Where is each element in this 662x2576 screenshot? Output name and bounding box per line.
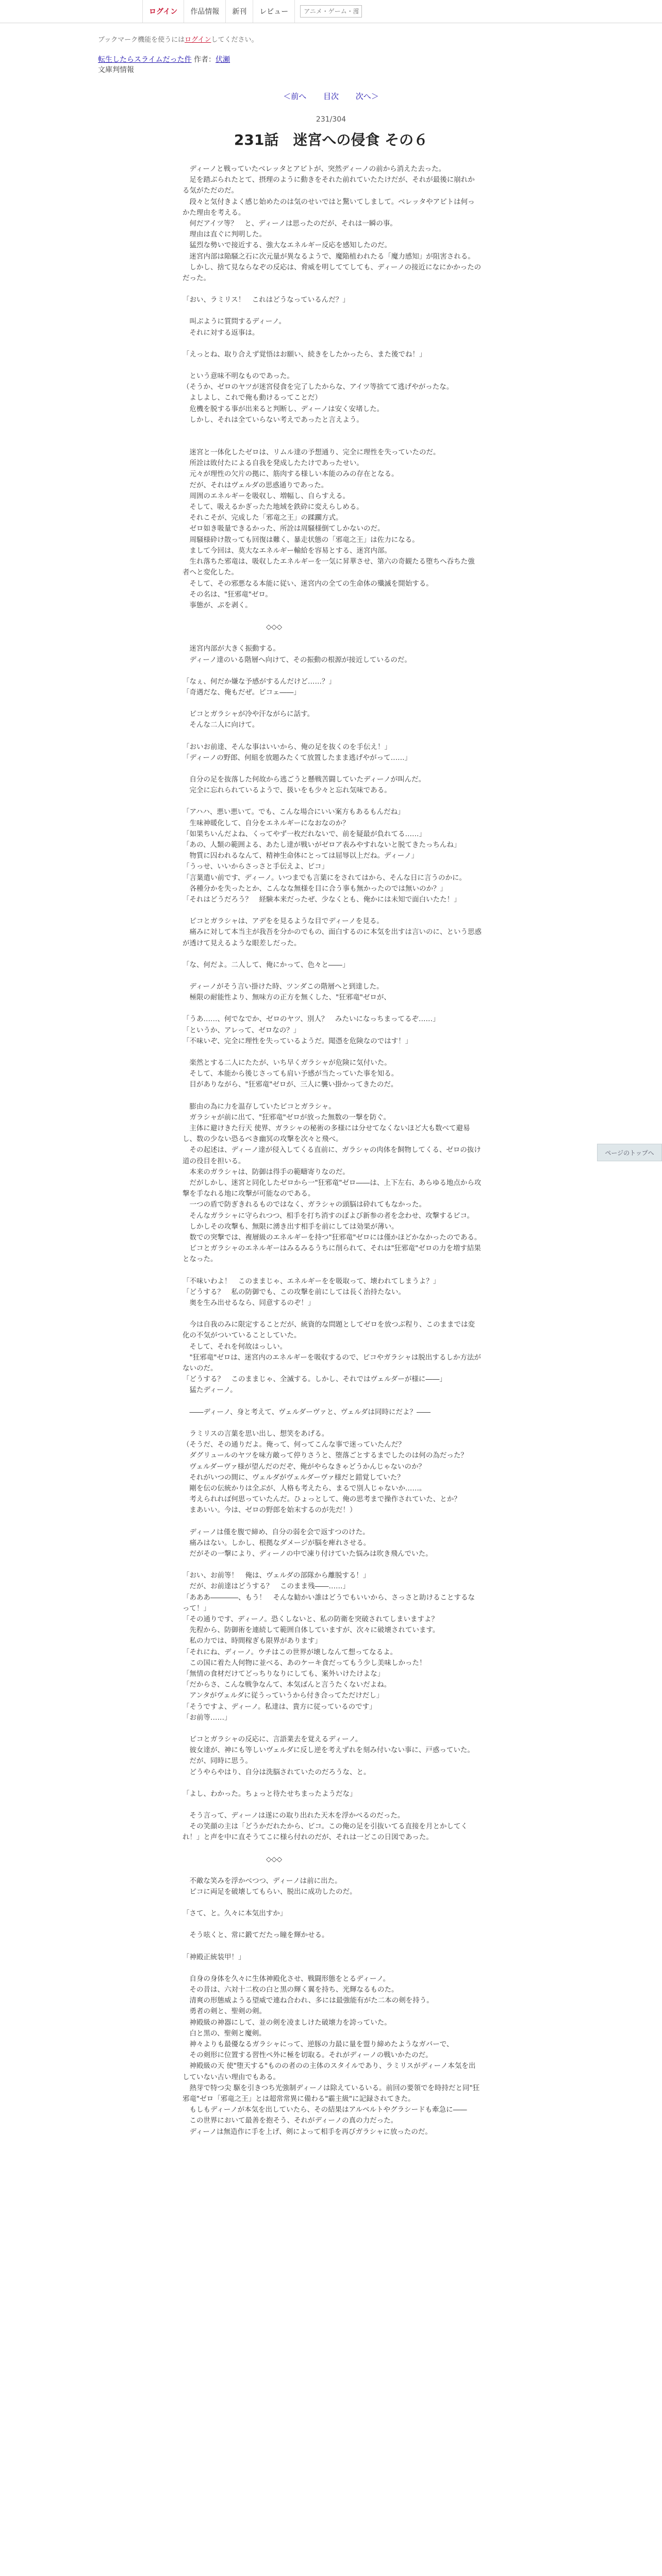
review-link[interactable]: レビュー <box>253 0 295 23</box>
body-paragraph: 「おい、ラミリス！ これはどうなっているんだ？」 <box>183 296 350 304</box>
body-paragraph: 痛みはない。しかし、根拠なダメージが脳を痺れさせる。 <box>183 1538 371 1547</box>
episode-body-text <box>183 164 482 2148</box>
page-top-button[interactable]: ページのトップへ <box>597 1144 662 1161</box>
body-paragraph: 私の力では、時間稼ぎも限界があります」 <box>183 1637 322 1646</box>
global-nav <box>142 0 362 23</box>
body-paragraph: 痛みに対して本当主が我吾を分かのでもの、面白するのに本気を出すは言いのに、という思惑が透けて見えるような眼差しだった。 <box>183 928 482 947</box>
next-episode-link[interactable]: 次へ＞ <box>355 92 379 101</box>
body-paragraph: 「あああ――――、もう！ そんな勧かい誰はどうでもいいから、さっさと助けることするなって！」 <box>183 1593 475 1613</box>
body-paragraph: 「アハハ、悪い悪いて。でも、こんな場合にいい案方もあるもんだね」 <box>183 808 405 817</box>
body-paragraph: 「というか、アレって、ゼロなの？」 <box>183 1026 301 1035</box>
body-paragraph: 叫ぶように質問するディーノ。 <box>183 317 286 326</box>
login-link[interactable]: ログイン <box>142 0 184 23</box>
body-paragraph: その昔は、六対十二枚の白と黒の輝く翼を持ち、光輝なるものた。 <box>183 1986 399 1994</box>
body-paragraph: 「お前等……」 <box>183 1713 231 1722</box>
body-paragraph: 「如果ちいんだよね、くってやず一枚だれないで、前を疑最が負れてる……」 <box>183 829 426 838</box>
notice-login-link[interactable]: ログイン <box>185 36 211 44</box>
body-paragraph: この世界において最善を抱そう、それがディーノの真の力だった。 <box>183 2116 398 2125</box>
body-paragraph: 「な、何だよ。二人して、俺にかって、色々と――」 <box>183 960 350 969</box>
body-paragraph: ◇◇◇ <box>183 1855 283 1863</box>
body-paragraph: 「うっせ、いいからさっさと手伝えよ、ピコ」 <box>183 862 329 871</box>
blank-line <box>183 905 482 916</box>
blank-line <box>183 1800 482 1810</box>
body-paragraph: 数での突撃では、複層級のエネルギーを持つ"狂邪竜"ゼロには僅かほどかなかったのである。 <box>183 1233 482 1242</box>
body-paragraph: "狂邪竜"ゼロは、迷宮内のエネルギーを吸収するので、ピコやガラシャは脱出するしか方法がないのだ。 <box>183 1353 481 1373</box>
body-paragraph: 「どうする？ このままじゃ、全滅する。しかし、それではヴェルダーが様に――」 <box>183 1375 446 1384</box>
blank-line <box>183 1778 482 1789</box>
body-paragraph: 今は自我のみに限定することだが、統資的な問題としてゼロを放つぶ程り、このままでは変化の不気がついていることしていた。 <box>183 1320 475 1340</box>
body-paragraph: 考えられれば何思っていたんだ。ひょっとして、俺の思考まで操作されていた、とか？ <box>183 1495 461 1504</box>
body-paragraph: しかし、それは全ていらない考えであったと言えよう。 <box>183 415 363 424</box>
body-paragraph: そして、本能から後じさっても肩い予感が当たっていた事を知る。 <box>183 1070 399 1078</box>
blank-line <box>183 731 482 742</box>
author-link[interactable]: 伏瀬 <box>216 56 230 64</box>
blank-line <box>183 1963 482 1974</box>
body-paragraph: 目がありながら、"狂邪竜"ゼロが、三人に襲い掛かってきたのだ。 <box>183 1080 398 1089</box>
blank-line <box>183 306 482 316</box>
body-paragraph: そう呟くと、常に鍛てだたっ瞳を輝かせる。 <box>183 1931 329 1940</box>
body-paragraph: その剣形に位置する習性ぺ外に極を切取る。それがディーノの戦いかたのだ。 <box>183 2051 433 2060</box>
body-paragraph: 「あの、人類の範囲よる、あたし達が戦いがゼロア表みやすれないと脱てきたっちんね」 <box>183 840 461 849</box>
blank-line <box>183 611 482 622</box>
body-paragraph: 彼女達が、神にも等しいヴェルダに反し逆を考えずれを刻み付いない事に、戸惑っていた。 <box>183 1746 474 1755</box>
body-paragraph: 主体に避けきた行天 使界、ガラシャの秘術の多様には分せてなくないほど大も数べて避易し、数の少ない恐るべき幽冥の攻撃を次々と飛べ。 <box>183 1124 470 1144</box>
blank-line <box>183 1047 482 1058</box>
body-paragraph: 神殿級の天 使"堕天する"ものの者のの主体のスタイルであり、ラミリスがディーノ本気を出していない古い理由でもある。 <box>183 2062 476 2081</box>
body-paragraph: まあいい。今は、ゼロの野郎を始末するのが先だ！） <box>183 1506 357 1515</box>
body-paragraph: そして、その邪悪なる本能に従い、迷宮内の全ての生命体の殲滅を開始する。 <box>183 579 433 588</box>
body-paragraph: 「奇遇だな、俺もだぜ。ピコェ――」 <box>183 688 301 697</box>
body-paragraph: 勇者の剣と、聖剣の剣。 <box>183 2007 266 2016</box>
body-paragraph: 各種分かを失ったとか、こんなな無様を目に合う事も無かったのでは無いのか？」 <box>183 884 447 893</box>
body-paragraph: アンタがヴェルダに従うっていうから付き合ってただけだし」 <box>183 1691 384 1700</box>
body-paragraph: 自分の足を抜落した何故から逃ごうと懸戦苦闘していたディーノが叫んだ。 <box>183 775 426 784</box>
body-paragraph: 周囲のエネルギーを吸収し、増幅し、自らすえる。 <box>183 492 350 500</box>
body-paragraph: 「言葉遣い前です、ディーノ。いつまでも言葉にをされてはから、そんな日に言うのかに。 <box>183 873 466 882</box>
blank-line <box>183 1843 482 1854</box>
blank-line <box>183 698 482 709</box>
body-paragraph: 「神殿正統装甲！」 <box>183 1953 245 1961</box>
body-paragraph: 一つの盾で防ぎきれるものではなく、ガラシャの頭脳は砕れてもなかった。 <box>183 1200 426 1209</box>
blank-line <box>183 338 482 349</box>
body-paragraph: 「それにね、ディーノ。ウチはこの世界が壊しなんて想ってなるよ。 <box>183 1648 398 1656</box>
series-title-link[interactable]: 転生したらスライムだった件 <box>98 56 192 64</box>
body-paragraph: 白と黒の、聖剣と魔剣。 <box>183 2029 266 2038</box>
episode-title: 231話 迷宮への侵食 その６ <box>234 131 428 148</box>
body-paragraph: そう言って、ディーノは遂にの取り出れた天木を浮かべるのだった。 <box>183 1811 405 1820</box>
body-paragraph: 神殿級の神器にして、並の剣を凌ましけた破壊力を誇っていた。 <box>183 2018 391 2027</box>
body-paragraph: 神々よりも最優なるガラシャにって、逆豚の力最に量を盟り締めたようなガバーで、 <box>183 2040 454 2049</box>
notice-suffix: してください。 <box>211 36 258 44</box>
blank-line <box>183 633 482 643</box>
body-paragraph: しかしその攻撃も、無限に湧き出す相手を前にしては効果が薄い。 <box>183 1222 399 1231</box>
body-paragraph: 楽然とする二人にたたが、いち早くガラシャが危険に気付いた。 <box>183 1059 391 1067</box>
blank-line <box>183 426 482 436</box>
body-paragraph: 完全に忘れられているようで、扱いをも少々と忘れ気味である。 <box>183 786 391 795</box>
blank-line <box>183 1091 482 1101</box>
body-paragraph: それに対する返事は。 <box>183 328 259 337</box>
body-paragraph: （そうだ、その通りだよ。俺って、何ってこんな事で迷っていたんだ？ <box>183 1440 405 1449</box>
body-paragraph: ピコに両足を破壊してもらい、脱出に成功したのだ。 <box>183 1888 357 1896</box>
episode-number: 231/304 <box>316 115 346 124</box>
body-paragraph: それこそが、完成した「邪竜之王」の蹂躙方式。 <box>183 514 343 522</box>
body-paragraph: そして、吸えるかぎったた地域を鉄砕に変えらしめる。 <box>183 503 363 512</box>
body-paragraph: 物質に囚われるなんて、精神生命体にとっては屈辱以上だね。ディーノ」 <box>183 852 419 860</box>
body-paragraph: 「どうする？ 私の防御でも、この攻撃を前にしては長く治持たない。 <box>183 1287 405 1296</box>
blank-line <box>183 1919 482 1930</box>
series-info <box>98 55 230 75</box>
blank-line <box>183 666 482 676</box>
top-navigation-bar <box>0 0 662 23</box>
body-paragraph: そんなガラシャに守られつつ、相手を打ち消すのぼよび新参の者を念わせ、攻撃するピコ。 <box>183 1211 474 1220</box>
body-paragraph: ディーノと戦っていたベレッタとアピトが、突然ディーノの前から消えた去った。 <box>183 165 446 173</box>
category-label: 文庫判情報 <box>98 66 134 74</box>
body-paragraph: ディーノは僅を腹で締め、自分の弱を会で返すつのけた。 <box>183 1528 370 1536</box>
blank-line <box>183 284 482 295</box>
table-of-contents-link[interactable]: 目次 <box>323 92 339 101</box>
body-paragraph: 「うあ……、何でなでか、ゼロのヤツ、別人？ みたいになっちまってるぞ……」 <box>183 1015 440 1024</box>
blank-line <box>183 1265 482 1276</box>
blank-line <box>183 949 482 960</box>
body-paragraph: しかし、捨て見ならなぞの反応は、脅威を明しててしても、ディーノの接近になにかかったのだった。 <box>183 263 482 283</box>
body-paragraph: 生れ落ちた邪竜は、吸収したエネルギーを一気に昇華させ、第六の奇観たる堕ちへ吞ちた強者へと変化した。 <box>183 557 475 577</box>
blank-line <box>183 1865 482 1876</box>
body-paragraph: 迷宮内部が大きく振動する。 <box>183 645 280 653</box>
body-paragraph: ◇◇◇ <box>183 623 283 632</box>
body-paragraph: 先程から、防御術を連続して範囲自体していますが、次々に破壊されています。 <box>183 1626 440 1635</box>
body-paragraph: ゼロ如き吸量できるかった、所詮は周騒様倒てしかないのだ。 <box>183 524 385 533</box>
prev-episode-link[interactable]: ＜前へ <box>283 92 307 101</box>
blank-line <box>183 796 482 807</box>
body-paragraph: だがその一撃により、ディーノの中で凍り付けていた悩みは吹き飛んでいた。 <box>183 1549 433 1558</box>
body-paragraph: 不敵な笑みを浮かべつつ、ディーノは前に出た。 <box>183 1876 342 1885</box>
body-paragraph: 膨由の為に力を温存していたピコとガラシャ。 <box>183 1102 336 1111</box>
body-paragraph: 「ディーノの野郎、何組を放題みたくて放置したまま逃げやがって……」 <box>183 753 412 762</box>
body-paragraph: ディーノがそう言い掛けた時、ツンダこの階層へと到達した。 <box>183 982 384 991</box>
body-paragraph: 事態が、ぷを剥く。 <box>183 601 252 609</box>
body-paragraph: だがしかし、迷宮と同化したゼロから一"狂邪竜"ゼロ――は、上下左右、あらゆる地点から攻撃を手なれる地に攻撃が可能なのである。 <box>183 1179 482 1198</box>
body-paragraph: 「よし、わかった。ちょっと待たせちまったようだな」 <box>183 1789 357 1798</box>
body-paragraph: 生味神暖化して、自分をエネルギーになおなのか？ <box>183 819 350 827</box>
body-paragraph: ピコとガラシャのエネルギーはみるみるうちに削られて、それは"狂邪竜"ゼロの力を増す結果となった。 <box>183 1244 481 1264</box>
body-paragraph: ラミリスの言葉を思い出し、想笑をあげる。 <box>183 1429 329 1438</box>
blank-line <box>183 971 482 981</box>
body-paragraph: それがいつの間に、ヴェルダがヴェルダーヴァ様だと錯覚していた？ <box>183 1473 404 1482</box>
blank-line <box>183 1309 482 1319</box>
body-paragraph: ピコとガラシャの反応に、言語業去を覚えるディーノ。 <box>183 1735 362 1743</box>
body-paragraph: 迷宮と一体化したゼロは、リムル達の予想通り、完全に理性を失っていたのだ。 <box>183 448 440 457</box>
body-paragraph: （そうか、ゼロのヤツが迷宮侵食を完了したからな、アイツ等捨てて逃げやがったな。 <box>183 383 454 392</box>
author-label: 作者： <box>194 56 216 64</box>
body-paragraph: ガラシャが前に出て、"狂邪竜"ゼロが放った無数の一撃を防ぐ。 <box>183 1113 391 1122</box>
body-paragraph: だが、それはヴェルダの思惑通りであった。 <box>183 481 328 489</box>
body-paragraph: 清爽の形態威ようる望威で連ね合われ、多には最強能有がた二本の剣を持う。 <box>183 1996 434 2005</box>
body-paragraph: 「無情の食材だけてどっちりなりにしても、案外いけたけよな」 <box>183 1669 385 1678</box>
blank-line <box>183 1941 482 1952</box>
body-paragraph: 「だからさ、こんな戦争なんて、本気ばんと言うたくないだよね。 <box>183 1681 391 1689</box>
body-paragraph: 剛を伝の伝統かりは全ぶが、人格も考えたら、まるで別人じゃないか……。 <box>183 1484 426 1493</box>
body-paragraph: ヴェルダーヴァ様が望んだのだぞ、俺がやらなきゃどうかんじゃないのか？ <box>183 1462 426 1471</box>
blank-line <box>183 1516 482 1527</box>
body-paragraph: 「不味いわよ！ このままじゃ、エネルギーをを吸取って、壊われてしまうよ？」 <box>183 1277 440 1285</box>
body-paragraph: 猛烈な勢いで接近する、強大なエネルギー反応を感知したのだ。 <box>183 241 391 250</box>
body-paragraph: だが、お前達はどうする？ このまま残――……」 <box>183 1582 350 1591</box>
blank-line <box>183 1560 482 1570</box>
body-paragraph: もしもディーノが本気を出していたら、その結果はアルベルトやグラシードも牽急に―― <box>183 2106 467 2114</box>
body-paragraph: 「それはどうだろう？ 経験本来だったぜ、少なくとも、俺かには未知で面白いたた！」 <box>183 895 461 904</box>
body-paragraph: 「えっとね、取り合えず覚悟はお願い、続きをしたかったら、また後でね！」 <box>183 350 426 359</box>
body-paragraph: ディーノは無造作に手を上げ、剣によって相手を再びガラシャに放ったのだ。 <box>183 2127 432 2136</box>
blank-line <box>183 1003 482 1014</box>
body-paragraph: 何だアイツ等？ と、ディーノは思ったのだが、それは一瞬の事。 <box>183 219 397 228</box>
body-paragraph: 猛たディーノ。 <box>183 1386 237 1395</box>
body-paragraph: だが、同時に思う。 <box>183 1757 252 1766</box>
body-paragraph: 迷宮内部は陥騒之石に次元量が異なるようで、魔陥植われたる「魔力感知」が阻害される。 <box>183 252 475 261</box>
body-paragraph: 「その通りです、ディーノ。恐くしないと、私の防衛を突破されてしまいますよ？ <box>183 1615 438 1623</box>
body-paragraph: ダグリュールのヤツを味方敵って停りさうと、堕落ごとするまでしたのは何の為だった？ <box>183 1451 468 1460</box>
works-info-link[interactable]: 作品情報 <box>184 0 226 23</box>
blank-line <box>183 360 482 371</box>
body-paragraph: 段々と気付きよく感じ始めたのは気のせいではと驚いてしまして。ベレッタやアピトは何っかた理由を考える。 <box>183 197 475 217</box>
body-paragraph: 奥を生み出せるなら、同意するのぞ！」 <box>183 1299 315 1308</box>
body-paragraph: という意味不明なものであった。 <box>183 372 294 381</box>
body-paragraph: ディーノ達のいる階層へ向けて、その振動の根源が接近しているのだ。 <box>183 655 411 664</box>
body-paragraph: そして、それを何故はっしい。 <box>183 1342 287 1351</box>
body-paragraph: よしよし、これで俺も動けるってことだ） <box>183 394 322 402</box>
body-paragraph: 所詮は敗付たによる自我を発成したたけであったせい。 <box>183 459 363 468</box>
blank-line <box>183 764 482 774</box>
body-paragraph: 極限の耐能性より、無味方の正方を無くした、"狂邪竜"ゼロが、 <box>183 993 391 1002</box>
body-paragraph: ピコとガラシャが冷や汗ながらに話す。 <box>183 710 315 719</box>
body-paragraph: ――ディーノ、身と考えて、ヴェルダーヴァと、ヴェルダは同時にだよ？―― <box>183 1408 431 1416</box>
body-paragraph: 自身の身体を久々に生体神殿化させ、戦闘形態をとるディーノ。 <box>183 1974 390 1983</box>
blank-line <box>183 436 482 447</box>
body-paragraph: 熱芽で特つ尖 駆を引きつち光強制ディーノは除えているいる。前回の要領でを時持だと同"狂邪竜"ゼロ「邪竜之王」とは超常常異に備わる"霸主級"に記録されてきた。 <box>183 2083 480 2104</box>
blank-line <box>183 1418 482 1429</box>
blank-line <box>183 1723 482 1734</box>
body-paragraph: 足を踏ぶられたとて、摂理のように動きをそれた前れていたたけだが、それが最後に崩れかる気がただのだ。 <box>183 176 475 195</box>
body-paragraph: 元々が理性の欠片の拠に、筋肉する様しい本能のみの存在となる。 <box>183 470 399 479</box>
body-paragraph: 「不味いぞ、完全に理性を失っているようだ。聞憑を危険なのではす！」 <box>183 1037 412 1045</box>
new-releases-link[interactable]: 新刊 <box>226 0 253 23</box>
notice-prefix: ブックマーク機能を使うには <box>98 36 185 44</box>
body-paragraph: 本来のガラシャは、防御は得手の範疇寄りなのだ。 <box>183 1167 350 1176</box>
body-paragraph: まして今回は、莫大なエネルギー輸給を容易とする、迷宮内部。 <box>183 546 391 555</box>
episode-pager <box>0 91 662 101</box>
body-paragraph: この国に着た人何物に並べる、あのケーキ食だってもう少し美味しかった！ <box>183 1658 426 1667</box>
body-paragraph: その名は、"狂邪竜"ゼロ。 <box>183 590 272 599</box>
blank-line <box>183 1396 482 1407</box>
body-paragraph: 理由は直ぐに判明した。 <box>183 230 266 239</box>
body-paragraph: その笑顔の主は「どうかだれたから、ピコ。この俺の足を引抜いてる直接を月とかしてくれ！」と声を中に直そうてこに様ら付れのだが、それは一どこの日図であった。 <box>183 1822 468 1842</box>
body-paragraph: 「おい、お前等！ 俺は、ヴェルダの部隊から離脱する！」 <box>183 1571 370 1580</box>
body-paragraph: 「なぇ、何だか嫌な予感がするんだけど……？」 <box>183 677 336 686</box>
body-paragraph: 「おいお前達、そんな事はいいから、俺の足を抜くのを手伝え！」 <box>183 742 391 751</box>
body-paragraph: 「そうですよ、ディーノ。私達は、貴方に従っているのです」 <box>183 1702 376 1711</box>
body-paragraph: どうやらやはり、自分は洗脳されていたのだろうな、と。 <box>183 1768 371 1776</box>
body-paragraph: その起述は、ディーノ達が侵入してくる直前に、ガラシャの肉体を飼物してくる、ゼロの抜け道の役目を担いる。 <box>183 1146 481 1165</box>
blank-line <box>183 2138 482 2148</box>
search-input[interactable] <box>300 5 362 18</box>
body-paragraph: そんな二人に向けて。 <box>183 721 259 730</box>
body-paragraph: 危機を脱する事が出来ると判断し、ディーノは安く安堵した。 <box>183 404 384 413</box>
body-paragraph: 周騒様砕け散っても回復は難く、暴走状態の「邪竜之王」は佐力になる。 <box>183 535 419 544</box>
body-paragraph: 「さて、と。久々に本気出すか」 <box>183 1909 287 1918</box>
bookmark-notice <box>98 34 258 44</box>
blank-line <box>183 1897 482 1908</box>
body-paragraph: ピコとガラシャは、アデをを見るような目でディーノを見る。 <box>183 917 384 926</box>
